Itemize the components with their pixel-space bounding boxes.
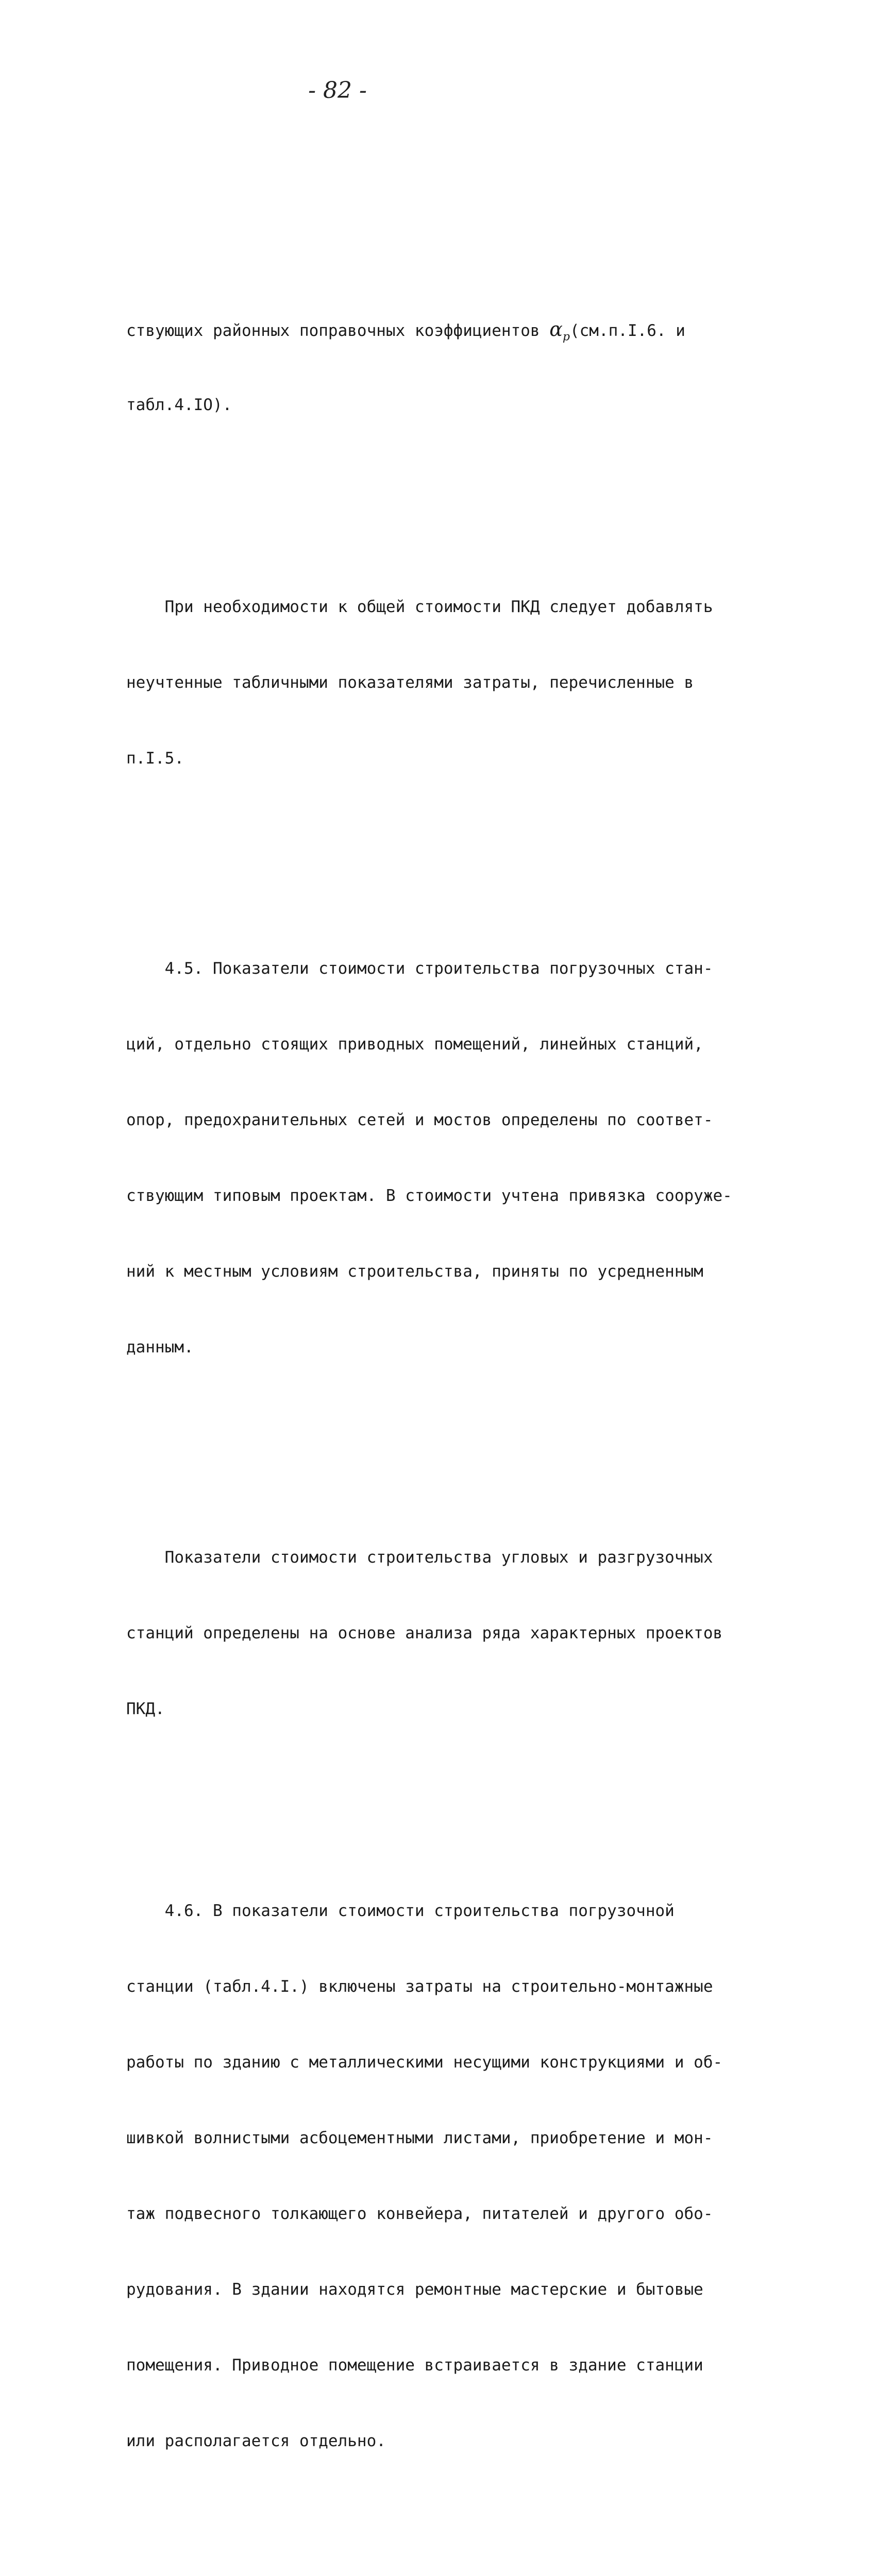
alpha-coefficient-symbol: $\alpha_р$ [549, 318, 570, 344]
paragraph-4-6 [126, 1848, 760, 2504]
text-line: данным. [126, 1338, 194, 1357]
text-line: опор, предохранительных сетей и мостов определены по соответ- [126, 1111, 713, 1129]
document-body [126, 191, 760, 2576]
text-line: При необходимости к общей стоимости ПКД следует добавлять [126, 598, 713, 616]
text-line: ПКД. [126, 1700, 165, 1718]
text-line: станций определены на основе анализа ряда характерных проектов [126, 1624, 723, 1642]
text-line: ний к местным условиям строительства, приняты по усредненным [126, 1262, 703, 1281]
text-line: ствующих районных поправочных коэффициентов $\alpha_р(см.п.I.6$. и [126, 318, 685, 344]
text-line: п.I.5. [126, 749, 184, 768]
text-line: ствующим типовым проектам. В стоимости учтена привязка сооруже- [126, 1187, 732, 1205]
text-line: Показатели стоимости строительства угловых и разгрузочных [126, 1548, 713, 1567]
text-line: помещения. Приводное помещение встраивается в здание станции [126, 2356, 703, 2375]
text-line: рудования. В здании находятся ремонтные мастерские и бытовые [126, 2280, 703, 2299]
text-line: таж подвесного толкающего конвейера, питателей и другого обо- [126, 2205, 713, 2223]
text-line: неучтенные табличными показателями затраты, перечисленные в [126, 673, 694, 692]
text-line: табл.4.IO). [126, 396, 232, 414]
paragraph [126, 544, 760, 822]
text-line: 4.5. Показатели стоимости строительства погрузочных стан- [126, 959, 713, 978]
paragraph-4-5 [126, 906, 760, 1411]
paragraph-continuation [126, 266, 760, 468]
text-line: 4.6. В показатели стоимости строительства погрузочной [126, 1902, 675, 1920]
text-line: или располагается отдельно. [126, 2432, 386, 2450]
paragraph [126, 1495, 760, 1772]
text-line: ций, отдельно стоящих приводных помещений, линейных станций, [126, 1035, 703, 1054]
text-line: станции (табл.4.I.) включены затраты на строительно-монтажные [126, 1977, 713, 1996]
text-line: работы по зданию с металлическими несущими конструкциями и об- [126, 2053, 723, 2072]
page-number: - 82 - [308, 77, 367, 104]
text-line: шивкой волнистыми асбоцементными листами, приобретение и мон- [126, 2129, 713, 2147]
